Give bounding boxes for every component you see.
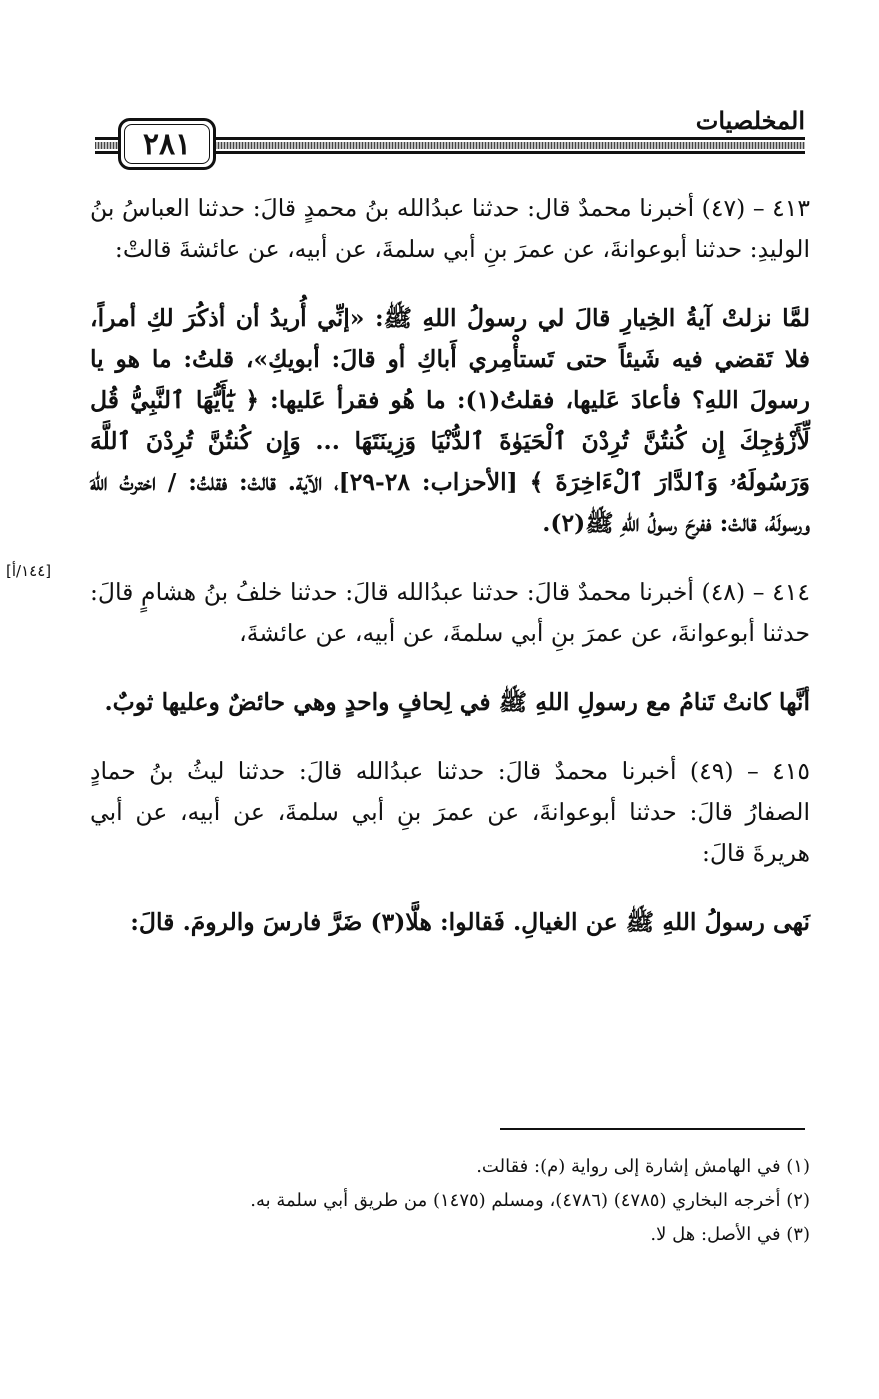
manuscript-folio-marker: [١٤٤/أ]	[6, 562, 52, 580]
footnote-2: (٢) أخرجه البخاري (٤٧٨٥) (٤٧٨٦)، ومسلم (١٤٧٥) من طريق أبي سلمة به.	[250, 1190, 810, 1211]
hadith-414-isnad: ٤١٤ – (٤٨) أخبرنا محمدٌ قالَ: حدثنا عبدُالله قالَ: حدثنا خلفُ بنُ هشامٍ قالَ: حدثنا أبوعوانةَ، عن عمرَ بنِ أبي سلمةَ، عن أبيه، عن عائشةَ،	[90, 578, 810, 647]
page-number: ٢٨١	[142, 126, 192, 162]
footnote-separator	[500, 1128, 805, 1130]
hadith-415-isnad: ٤١٥ – (٤٩) أخبرنا محمدٌ قالَ: حدثنا عبدُالله قالَ: حدثنا ليثُ بنُ حمادٍ الصفارُ قالَ: حدثنا أبوعوانةَ، عن عمرَ بنِ أبي سلمةَ، عن أبيه، عن أبي هريرةَ قالَ:	[90, 757, 811, 867]
hadith-413-matn: لمَّا نزلتْ آيةُ الخِيارِ قالَ لي رسولُ اللهِ ﷺ: «إنِّي أُريدُ أن أذكُرَ لكِ أمراً، فلا تَقضي فيه شَيئاً حتى تَستأْمِري أَباكِ أو قالَ: أبويكِ»، قلتُ: ما هو يا رسولَ اللهِ؟ فأعادَ عَليها، فقلتُ(١): ما هُو فقرأ عَليها: ﴿ يَٰٓأَيُّهَا ٱلنَّبِيُّ قُل لِّأَزْوَٰجِكَ إِن كُنتُنَّ تُرِدْنَ ٱلْحَيَوٰةَ ٱلدُّنْيَا وَزِينَتَهَا ... وَإِن كُنتُنَّ تُرِدْنَ ٱللَّهَ وَرَسُولَهُۥ وَٱلدَّارَ ٱلْءَاخِرَةَ ﴾ [الأحزاب: ٢٨-٢٩]، الآية. قالتْ: فقلتُ: / اخترتُ اللهَ ورسولَهُ، قالتْ: ففرحَ رسولُ اللهِ ﷺ(٢).	[90, 304, 810, 537]
page-header	[95, 106, 805, 170]
main-text	[90, 188, 810, 971]
hadith-415-matn: نَهى رسولُ اللهِ ﷺ عن الغيالِ. فَقالوا: هلَّا(٣) ضَرَّ فارسَ والرومَ. قالَ:	[130, 908, 810, 936]
footnotes	[120, 1150, 810, 1252]
hadith-414-matn: أنَّها كانتْ تَنامُ مع رسولِ اللهِ ﷺ في لِحافٍ واحدٍ وهي حائضٌ وعليها ثوبٌ.	[104, 688, 810, 716]
running-title: المخلصيات	[690, 106, 805, 135]
footnote-3: (٣) في الأصل: هل لا.	[650, 1224, 810, 1245]
footnote-1: (١) في الهامش إشارة إلى رواية (م): فقالت.	[476, 1156, 810, 1177]
page-number-box	[118, 118, 216, 170]
hadith-413-isnad: ٤١٣ – (٤٧) أخبرنا محمدٌ قال: حدثنا عبدُالله بنُ محمدٍ قالَ: حدثنا العباسُ بنُ الوليدِ: حدثنا أبوعوانةَ، عن عمرَ بنِ أبي سلمةَ، عن أبيه، عن عائشةَ قالتْ:	[90, 194, 810, 263]
